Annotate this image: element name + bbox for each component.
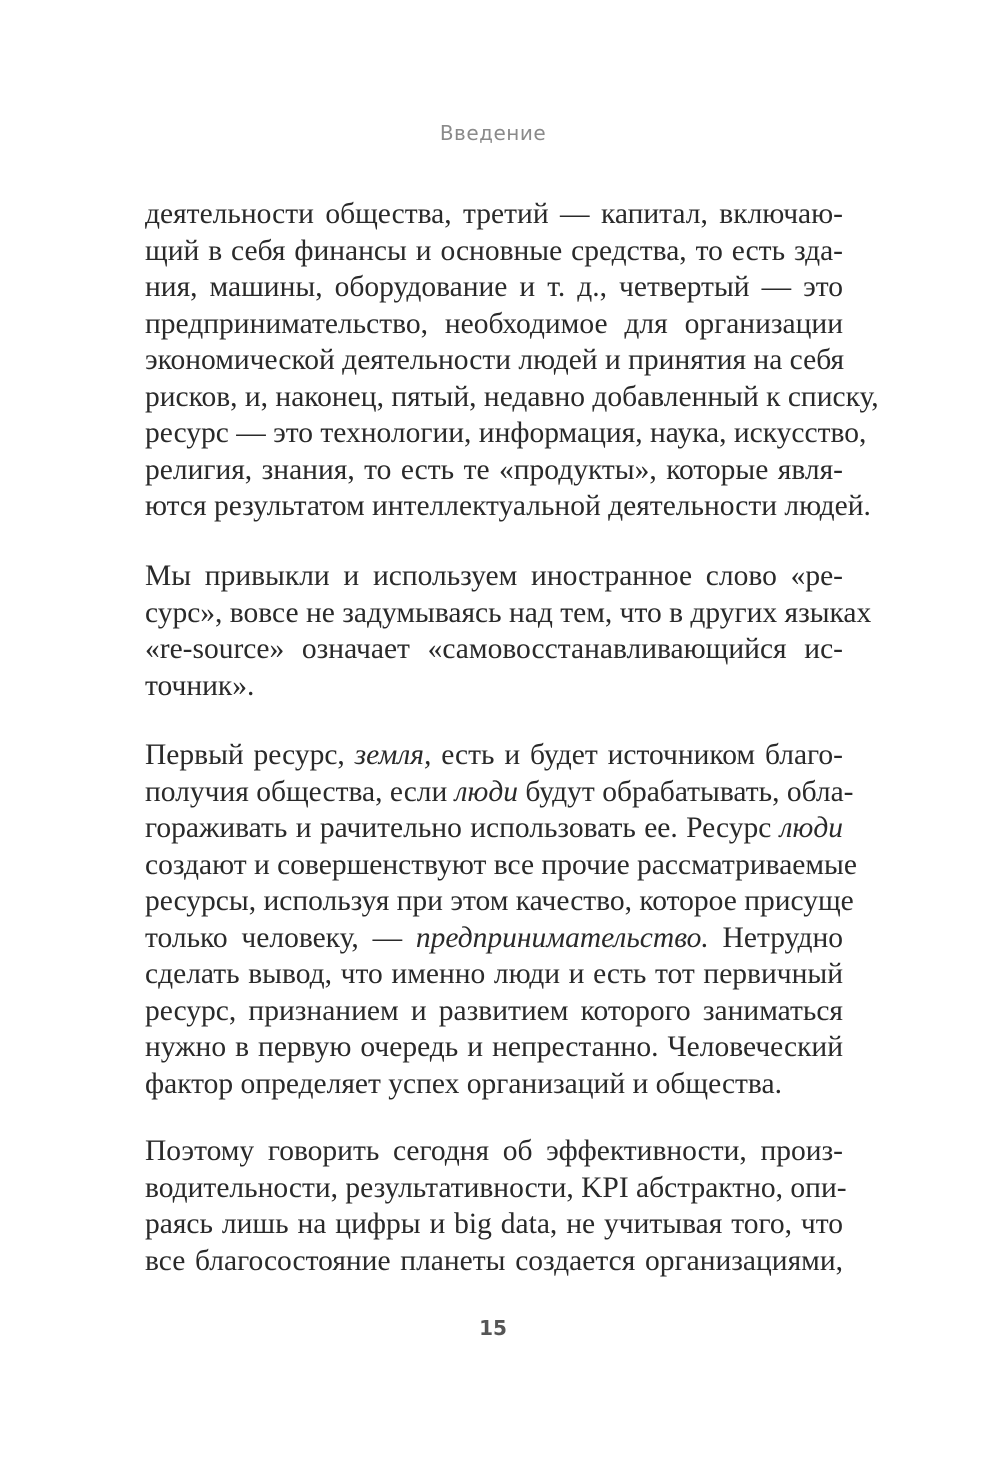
emphasis-term: предпринимательство. xyxy=(415,921,709,954)
emphasis-term: люди xyxy=(454,775,519,808)
text-line: нужно в первую очередь и непрестанно. Человеческий xyxy=(145,1031,843,1063)
text-line: предпринимательство, необходимое для организации xyxy=(145,307,843,340)
text-line: ресурсы, используя при этом качество, которое присуще xyxy=(145,885,854,917)
text-line: раясь лишь на цифры и big data, не учитывая того, что xyxy=(145,1208,843,1240)
paragraph-2 xyxy=(145,558,872,704)
text-line: «re-source» означает «самовосстанавливающийся ис- xyxy=(145,633,843,665)
running-head: Введение xyxy=(439,121,547,145)
paragraph-3 xyxy=(145,737,857,1102)
text-line: щий в себя финансы и основные средства, то есть зда- xyxy=(145,234,843,267)
text-line: ются результатом интеллектуальной деятельности людей. xyxy=(145,490,871,522)
text-line-with-emphasis: только человеку, — предпринимательство. Нетрудно xyxy=(145,921,843,954)
text-line: точник». xyxy=(145,669,255,702)
text-line: ресурс — это технологии, информация, наука, искусство, xyxy=(145,417,867,449)
paragraph-1 xyxy=(145,196,879,525)
text-line-with-emphasis: Первый ресурс, земля, есть и будет источником благо- xyxy=(145,739,843,771)
text-line: фактор определяет успех организаций и общества. xyxy=(145,1067,782,1100)
text-line: рисков, и, наконец, пятый, недавно добавленный к списку, xyxy=(145,380,879,413)
text-line: Мы привыкли и используем иностранное слово «ре- xyxy=(145,560,843,592)
text-line: экономической деятельности людей и принятия на себя xyxy=(145,344,845,376)
emphasis-term: земля, xyxy=(354,739,432,771)
emphasis-term: люди xyxy=(779,812,843,844)
text-line: религия, знания, то есть те «продукты», которые явля- xyxy=(145,453,843,486)
paragraph-4 xyxy=(145,1133,847,1279)
text-line: все благосостояние планеты создается организациями, xyxy=(145,1244,843,1277)
text-line: ресурс, признанием и развитием которого заниматься xyxy=(145,994,843,1027)
text-line: сурс», вовсе не задумываясь над тем, что в других языках xyxy=(145,596,872,629)
text-line: Поэтому говорить сегодня об эффективности, произ- xyxy=(145,1135,843,1167)
text-line-with-emphasis: получия общества, если люди будут обрабатывать, обла- xyxy=(145,775,854,808)
text-line: водительности, результативности, KPI абстрактно, опи- xyxy=(145,1171,847,1204)
text-line-with-emphasis: гораживать и рачительно использовать ее. Ресурс люди xyxy=(145,812,843,844)
page-number: 15 xyxy=(479,1316,507,1340)
text-line: создают и совершенствуют все прочие рассматриваемые xyxy=(145,848,857,881)
text-line: деятельности общества, третий — капитал, включаю- xyxy=(145,198,843,230)
text-line: ния, машины, оборудование и т. д., четвертый — это xyxy=(145,271,843,303)
text-line: сделать вывод, что именно люди и есть тот первичный xyxy=(145,958,843,990)
